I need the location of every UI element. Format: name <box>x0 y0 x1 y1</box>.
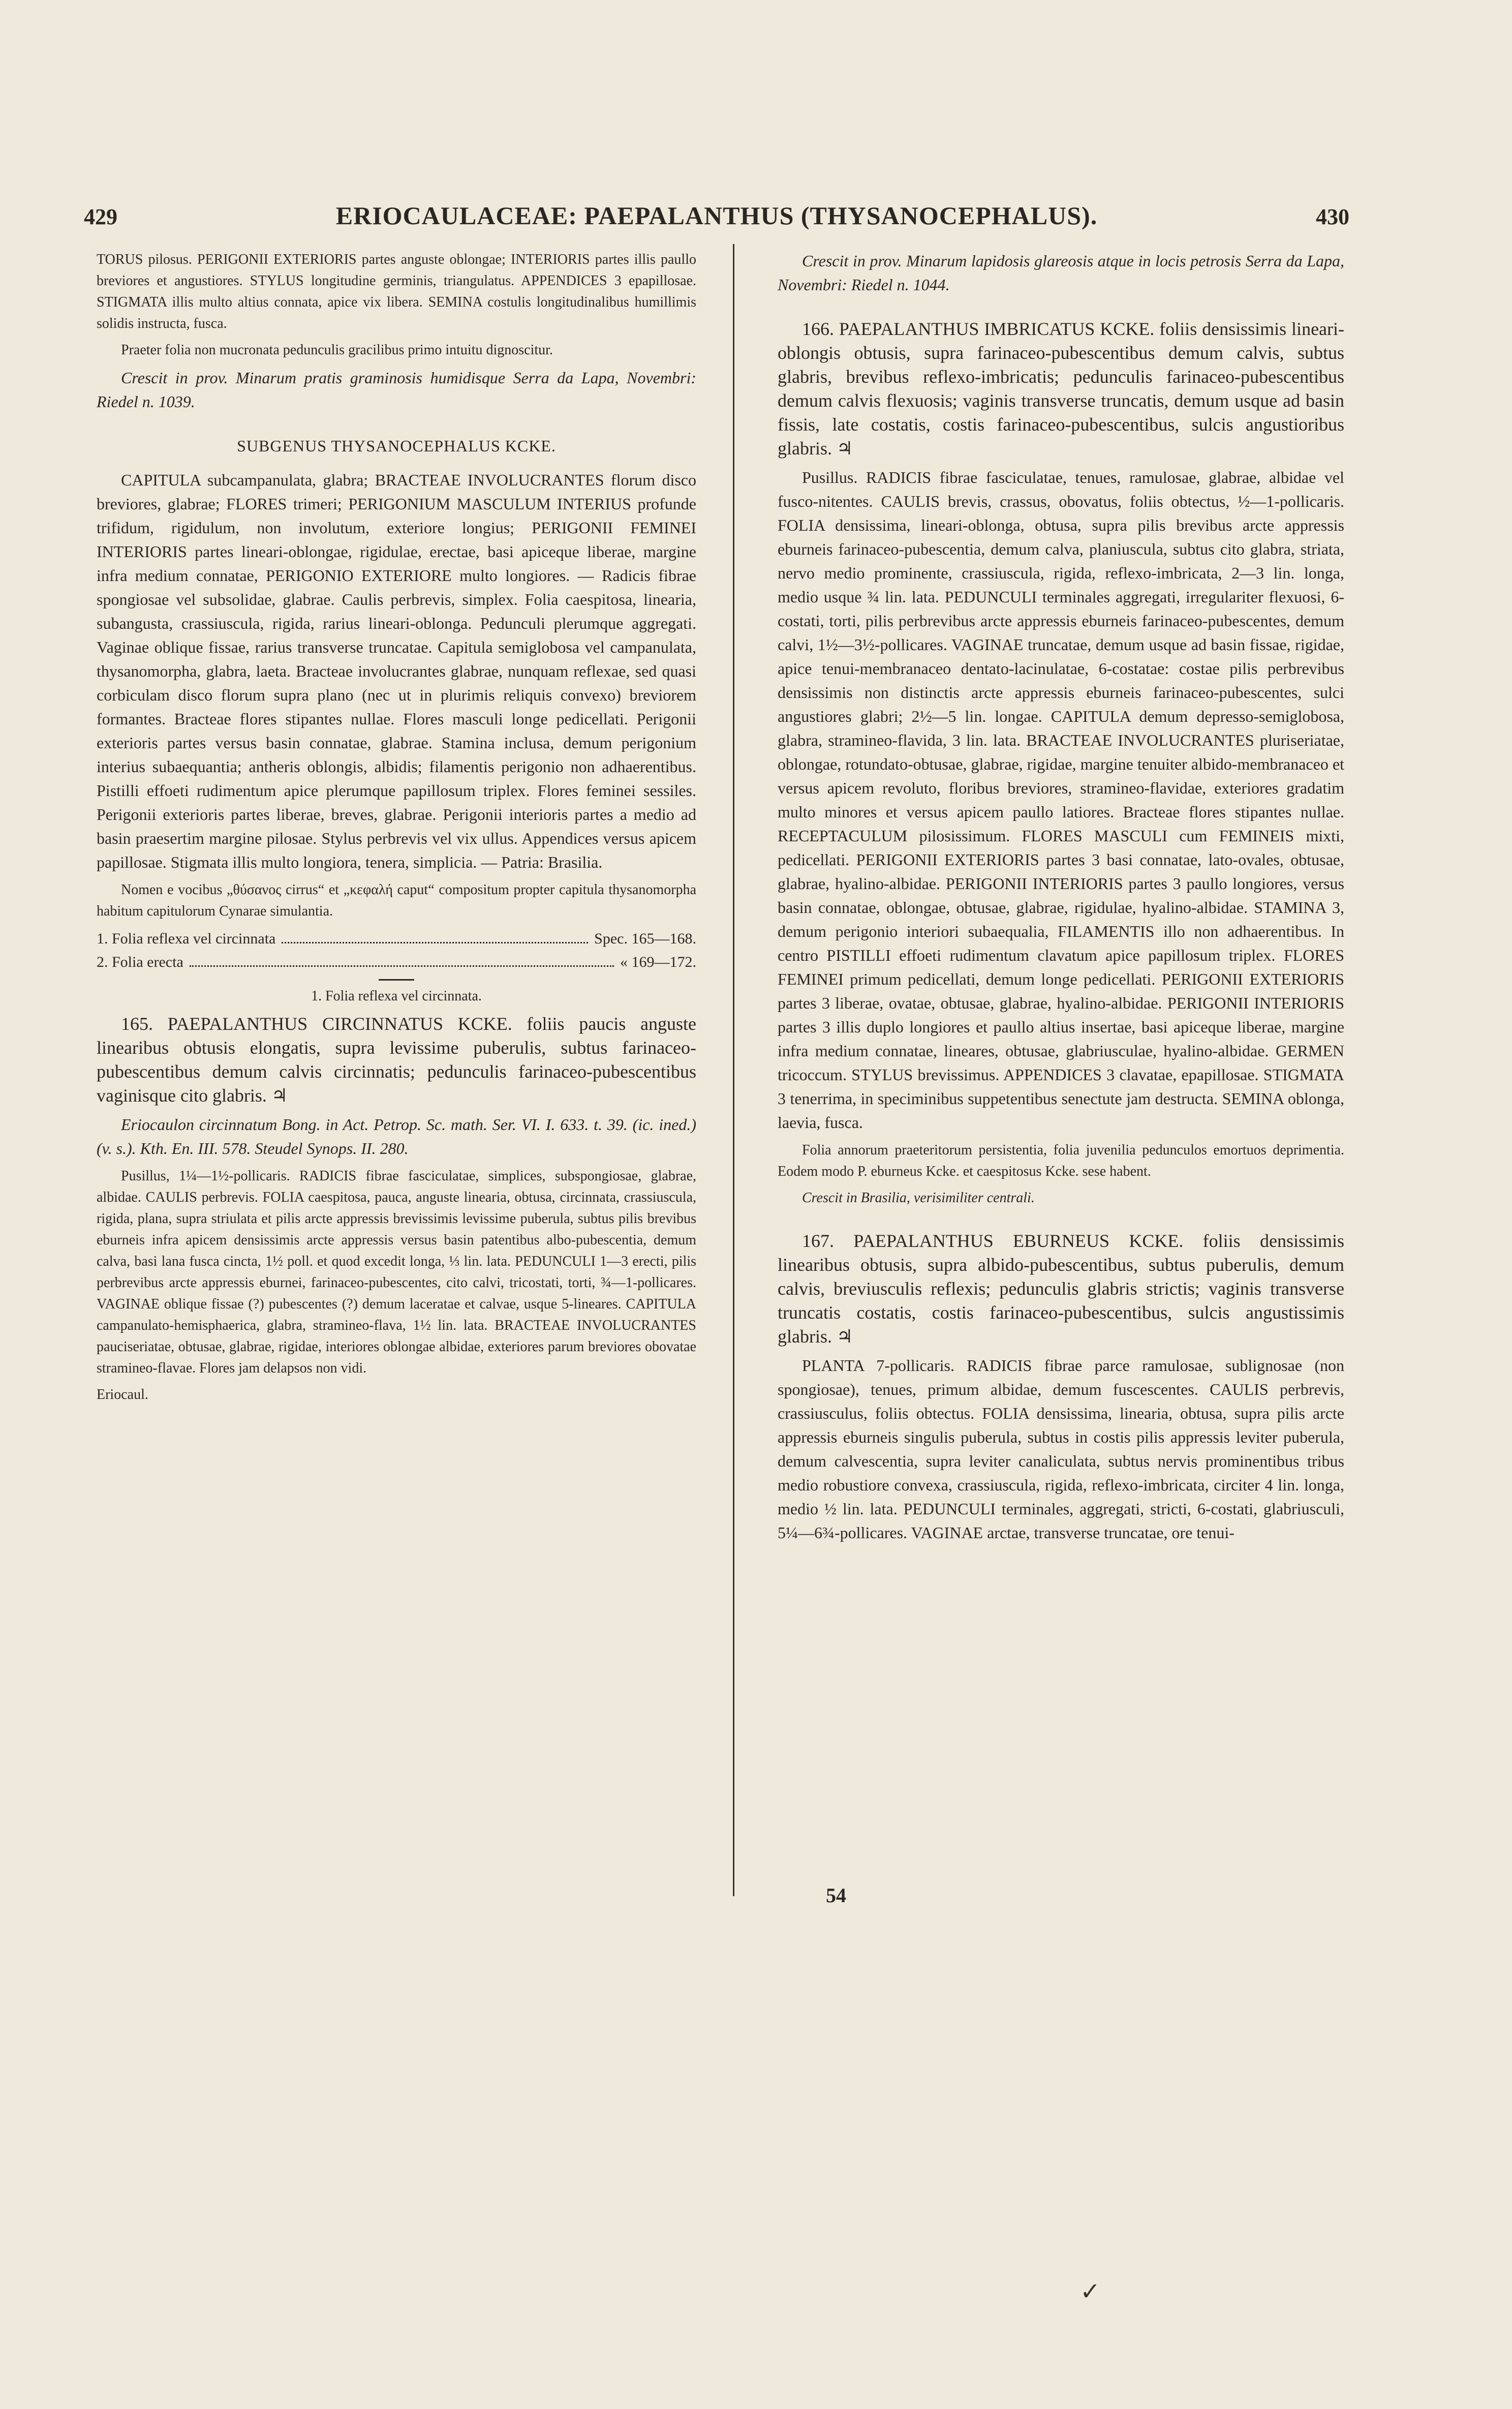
signature-word: Eriocaul. <box>97 1387 148 1402</box>
locality-note-165: Crescit in prov. Minarum lapidosis glareosis atque in locis petrosis Serra da Lapa, Novembri: Riedel n. 1044. <box>778 252 1344 294</box>
column-divider <box>733 244 734 1896</box>
running-title: ERIOCAULACEAE: PAEPALANTHUS (THYSANOCEPHALUS). <box>335 201 1098 230</box>
key-row-2 <box>97 951 696 974</box>
key-dots <box>190 951 614 967</box>
key-ref: Spec. 165—168. <box>594 930 696 947</box>
species-167-description: PLANTA 7-pollicaris. RADICIS fibrae parce ramulosae, sublignosae (non spongiosae), tenues, primum albidae, demum fuscescentes. CAULIS perbrevis, crassiusculus, foliis obtectus. FOLIA densissima, linearia, obtusa, supra pilis arcte appressis eburneis singulis puberula, subtus in costis pilis appressis leviter puberula, demum calvescentia, supra leviter canaliculata, subtus nervis prominentibus tribus medio robustiore convexa, crassiuscula, rigida, reflexo-imbricata, circiter 4 lin. longa, medio ½ lin. lata. PEDUNCULI terminales, aggregati, stricti, 6-costati, glabriusculi, 5¼—6¾-pollicares. VAGINAE arctae, transverse truncatae, ore tenui- <box>778 1356 1344 1542</box>
species-166-description: Pusillus. RADICIS fibrae fasciculatae, tenues, ramulosae, glabrae, albidae vel fusco-nitentes. CAULIS brevis, crassus, obovatus, foliis obtectus, ½—1-pollicaris. FOLIA densissima, lineari-oblonga, obtusa, supra pilis brevibus arcte appressis eburneis farinaceo-pubescentia, demum calva, planiuscula, subtus cito glabra, striata, nervo medio prominente, crassiuscula, rigida, reflexo-imbricata, 2—3 lin. longa, medio usque ¾ lin. lata. PEDUNCULI terminales aggregati, irregulariter flexuosi, 6-costati, torti, pilis perbrevibus arcte appressis eburneis farinaceo-pubescentes, demum calvi, 1½—3½-pollicares. VAGINAE truncatae, demum usque ad basin fissae, rigidae, apice tenui-membranaceo dentato-lacinulatae, 6-costatae: costae pilis perbrevibus densissimis non distinctis arcte appressis eburneis farinaceo-pubescentes, sulci angustiores glabri; 2½—5 lin. longae. CAPITULA demum depresso-semiglobosa, glabra, stramineo-flavida, 3 lin. lata. BRACTEAE INVOLUCRANTES pluriseriatae, oblongae, rotundato-obtusae, glabrae, rigidae, margine tenuiter albido-membranaceo et versus apicem revoluto, floribus breviores, stramineo-flavidae, exteriores gradatim multo minores et versus apicem paullo latiores. Bracteae flores stipantes nullae. RECEPTACULUM pilosissimum. FLORES MASCULI cum FEMINEIS mixti, pedicellati. PERIGONII EXTERIORIS partes 3 basi connatae, lato-ovales, obtusae, glabrae, hyalino-albidae. PERIGONII INTERIORIS partes 3 paullo longiores, versus basin connatae, oblongae, obtusae, glabrae, rigidulae, hyalino-albidae. STAMINA 3, demum perigonio interiori subaequalia, FILAMENTIS illo non adhaerentibus. In centro PISTILLI effoeti rudimentum clavatum apice papillosum triplex. FLORES FEMINEI primum pedicellati, demum longe pedicellati. PERIGONII EXTERIORIS partes 3 liberae, ovatae, obtusae, glabrae, hyalino-albidae. PERIGONII INTERIORIS partes 3 illis duplo longiores et paullo altius insertae, basi apiceque liberae, margine infra medium connatae, lineares, obtusae, glabriusculae, hyalino-albidae. GERMEN tricoccum. STYLUS brevissimus. APPENDICES 3 clavatae, epapillosae. STIGMATA 3 tenerrima, in speciminibus suppetentibus senectute jam destructa. SEMINA oblonga, laevia, fusca. <box>778 468 1344 1132</box>
right-column <box>778 249 1344 1550</box>
key-dots <box>282 927 588 943</box>
etymology-note: Nomen e vocibus „θύσανος cirrus“ et „κεφαλή caput“ compositum propter capitula thysanomorpha habitum capitulorum Cynarae simulantia. <box>97 882 696 919</box>
key-label: 1. Folia reflexa vel circinnata <box>97 930 276 947</box>
page-number-left: 429 <box>84 204 117 229</box>
species-165-diagnosis: 165. PAEPALANTHUS CIRCINNATUS KCKE. foliis paucis anguste linearibus obtusis elongatis, supra levissime puberulis, subtus farinaceo-pubescentibus demum calvis circinnatis; pedunculis farinaceo-pubescentibus vaginisque cito glabris. ♃ <box>97 1014 696 1106</box>
locality-note-166: Crescit in Brasilia, verisimiliter centrali. <box>802 1190 1035 1206</box>
key-ref: « 169—172. <box>620 954 696 970</box>
subgenus-description: CAPITULA subcampanulata, glabra; BRACTEAE INVOLUCRANTES florum disco breviores, glabrae; FLORES trimeri; PERIGONIUM MASCULUM INTERIUS profunde trifidum, rigidulum, non involutum, exteriore longius; PERIGONII FEMINEI INTERIORIS partes lineari-oblongae, rigidulae, erectae, basi apiceque liberae, margine infra medium connatae, PERIGONIO EXTERIORE multo longiores. — Radicis fibrae spongiosae vel subsolidae, glabrae. Caulis perbrevis, simplex. Folia caespitosa, linearia, subangusta, crassiuscula, rigida, rarius lineari-oblonga. Pedunculi plerumque aggregati. Vaginae oblique fissae, rarius transverse truncatae. Capitula semiglobosa vel campanulata, thysanomorpha, glabra, laeta. Bracteae involucrantes glabrae, nunquam reflexae, sed quasi corbiculam disco florum supra plano (nec ut in plurimis reliquis convexo) breviorem formantes. Bracteae flores stipantes nullae. Flores masculi longe pedicellati. Perigonii exterioris partes versus basin connatae, glabrae. Stamina inclusa, demum perigonium interius subaequantia; antheris oblongis, albidis; filamentis perigonio non adhaerentibus. Pistilli effoeti rudimentum apice plerumque papillosum triplex. Flores feminei sessiles. Perigonii exterioris partes liberae, breves, glabrae. Perigonii interioris partes a medio ad basin praesertim margine pilosae. Stylus perbrevis vel vix ullus. Appendices versus apicem papillosae. Stigmata illis multo longiora, tenera, simplicia. — Patria: Brasilia. <box>97 471 696 871</box>
stray-mark: ✓ <box>1080 2278 1101 2305</box>
section-rule <box>379 979 414 981</box>
key-row-1 <box>97 927 696 951</box>
left-column <box>97 249 696 1411</box>
page-number-right: 430 <box>1315 204 1349 229</box>
page-header <box>84 201 1349 241</box>
species-165-synonymy: Eriocaulon circinnatum Bong. in Act. Petrop. Sc. math. Ser. VI. I. 633. t. 39. (ic. ined.) (v. s.). Kth. En. III. 578. Steudel Synops. II. 280. <box>97 1115 696 1157</box>
subgenus-heading: SUBGENUS THYSANOCEPHALUS KCKE. <box>237 437 556 455</box>
locality-note: Crescit in prov. Minarum pratis graminosis humidisque Serra da Lapa, Novembri: Riedel n. 1039. <box>97 369 696 411</box>
genus-description-end: TORUS pilosus. PERIGONII EXTERIORIS partes anguste oblongae; INTERIORIS partes illis paullo breviores et angustiores. STYLUS longitudine germinis, triangulatus. APPENDICES 3 epapillosae. STIGMATA illis multo altius connata, apice vix libera. SEMINA costulis longitudinalibus humillimis solidis instructa, fusca. <box>97 252 696 331</box>
species-166-diagnosis: 166. PAEPALANTHUS IMBRICATUS KCKE. foliis densissimis lineari-oblongis obtusis, supra farinaceo-pubescentibus demum calvis, subtus glabris, brevibus reflexo-imbricatis; pedunculis farinaceo-pubescentibus demum calvis flexuosis; vaginis transverse truncatis, demum usque ad basin fissis, late costatis, costis farinaceo-pubescentibus, sulcis angustioribus glabris. ♃ <box>778 319 1344 459</box>
species-166-note: Folia annorum praeteritorum persistentia, folia juvenilia pedunculos emortuos deprimentia. Eodem modo P. eburneus Kcke. et caespitosus Kcke. sese habent. <box>778 1142 1344 1179</box>
section-heading: 1. Folia reflexa vel circinnata. <box>311 988 482 1004</box>
species-167-diagnosis: 167. PAEPALANTHUS EBURNEUS KCKE. foliis densissimis linearibus obtusis, supra albido-pubescentibus, subtus puberulis, demum calvis, breviusculis reflexis; pedunculis glabris strictis; vaginis transverse truncatis costatis, costis farinaceo-pubescentibus, sulcis angustissimis glabris. ♃ <box>778 1231 1344 1347</box>
key-label: 2. Folia erecta <box>97 954 183 970</box>
diagnostic-note: Praeter folia non mucronata pedunculis gracilibus primo intuitu dignoscitur. <box>121 342 553 358</box>
signature-number: 54 <box>826 1884 846 1907</box>
species-165-description: Pusillus, 1¼—1½-pollicaris. RADICIS fibrae fasciculatae, simplices, subspongiosae, glabrae, albidae. CAULIS perbrevis. FOLIA caespitosa, pauca, anguste linearia, obtusa, circinnata, crassiuscula, rigida, plana, supra striulata et pilis arcte appressis brevissimis levissime puberula, subtus pilis brevibus eburneis infra apicem densissimis arcte appressis versus basin patentibus albo-pubescentia, demum calva, basi lana fusca cincta, 1½ poll. et quod excedit longa, ⅓ lin. lata. PEDUNCULI 1—3 erecti, pilis perbrevibus arcte appressis eburnei, farinaceo-pubescentes, cito calvi, tricostati, torti, ¾—1-pollicares. VAGINAE oblique fissae (?) pubescentes (?) demum laceratae et calvae, usque 5-lineares. CAPITULA campanulato-hemisphaerica, glabra, stramineo-flava, 1½ lin. lata. BRACTEAE INVOLUCRANTES pauciseriatae, obtusae, glabrae, rigidae, interiores oblongae albidae, exteriores parum breviores obovatae stramineo-flavae. Flores jam delapsos non vidi. <box>97 1168 696 1376</box>
